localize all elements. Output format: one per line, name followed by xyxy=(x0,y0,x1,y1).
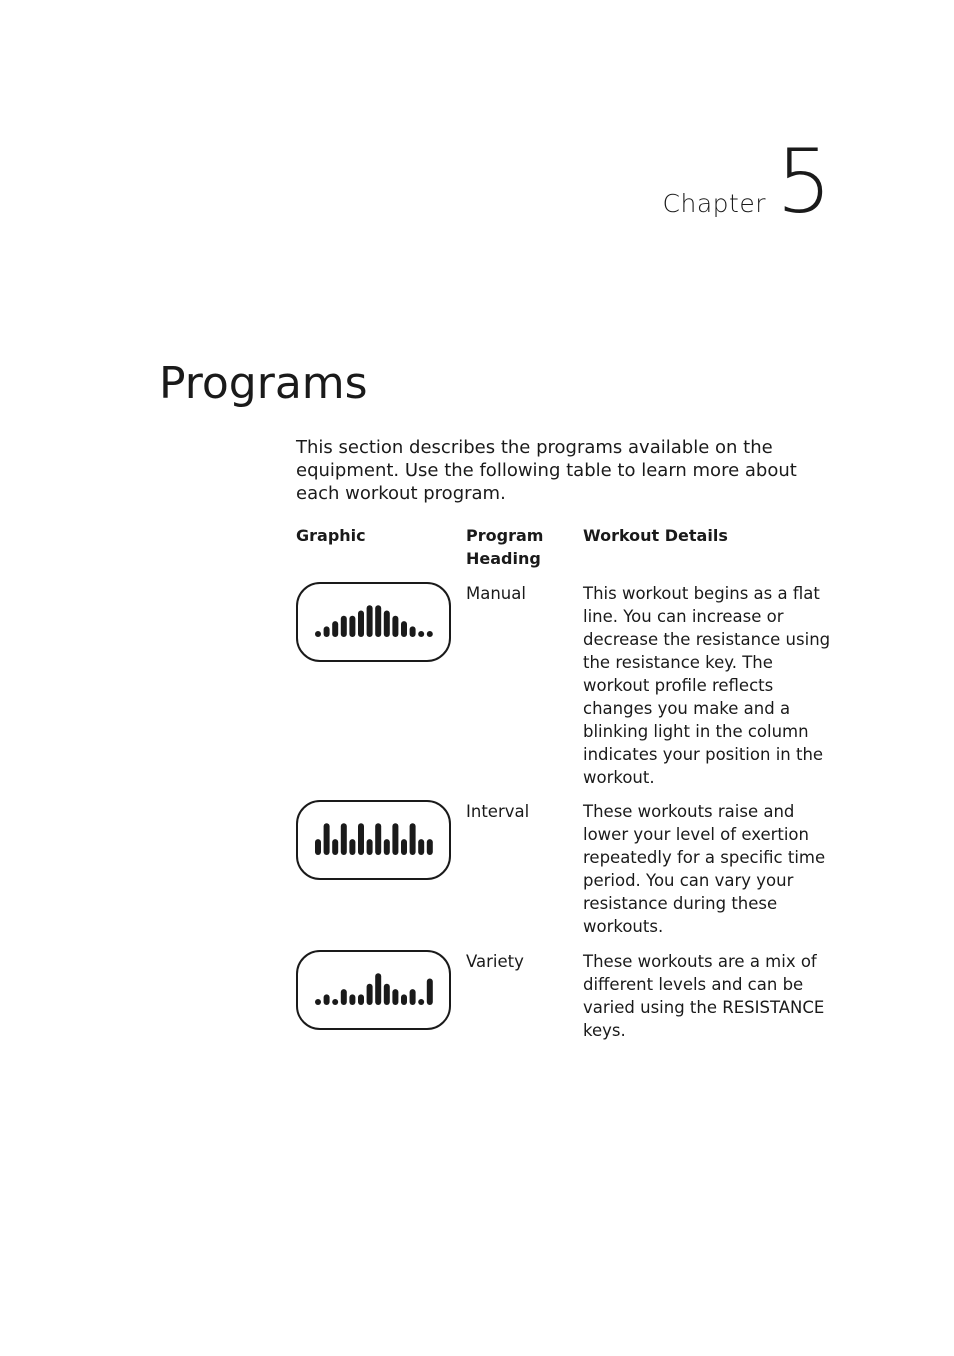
table-row xyxy=(296,950,841,1050)
profile-bar xyxy=(427,839,433,855)
profile-bar xyxy=(349,616,355,637)
profile-bar xyxy=(341,823,347,855)
profile-bar xyxy=(332,839,338,855)
table-row xyxy=(296,800,841,950)
profile-bar xyxy=(401,839,407,855)
profile-bar xyxy=(427,979,433,1006)
header-program-heading: Program Heading xyxy=(466,526,544,568)
manual-profile-graphic xyxy=(296,582,451,662)
profile-bar xyxy=(410,823,416,855)
profile-bar xyxy=(332,621,338,637)
profile-bar xyxy=(324,994,330,1005)
profile-bar xyxy=(392,616,398,637)
profile-bar xyxy=(384,984,390,1005)
profile-bar xyxy=(315,839,321,855)
profile-bar xyxy=(332,999,338,1005)
profile-bar xyxy=(410,989,416,1005)
program-details: These workouts are a mix of different levels and can be varied using the RESISTANCE keys. xyxy=(583,952,825,1040)
profile-bar xyxy=(418,631,424,637)
page-title: Programs xyxy=(159,358,368,409)
profile-bar xyxy=(358,611,364,638)
programs-table xyxy=(296,524,841,1050)
profile-bar xyxy=(384,839,390,855)
program-details: These workouts raise and lower your level of exertion repeatedly for a specific time period. You can vary your resistance during these workouts. xyxy=(583,802,826,936)
profile-bar xyxy=(401,994,407,1005)
profile-bar xyxy=(324,823,330,855)
profile-bar xyxy=(358,823,364,855)
profile-bar xyxy=(324,626,330,637)
table-row xyxy=(296,582,841,800)
variety-profile-graphic xyxy=(296,950,451,1030)
intro-paragraph: This section describes the programs available on the equipment. Use the following table to learn more about each workout program. xyxy=(296,437,797,504)
profile-bar xyxy=(358,994,364,1005)
profile-bar xyxy=(315,631,321,637)
profile-bar xyxy=(315,999,321,1005)
profile-bar xyxy=(341,616,347,637)
profile-bar xyxy=(384,611,390,638)
profile-bar xyxy=(349,839,355,855)
profile-bar xyxy=(410,626,416,637)
profile-bar xyxy=(418,839,424,855)
chapter-label: Chapter xyxy=(662,189,766,218)
profile-bar xyxy=(392,989,398,1005)
header-graphic: Graphic xyxy=(296,526,366,545)
profile-bar xyxy=(367,839,373,855)
header-workout-details: Workout Details xyxy=(583,526,728,545)
program-details: This workout begins as a flat line. You can increase or decrease the resistance using the resistance key. The workout profile reflects changes you make and a blinking light in the column indicates your position in the workout. xyxy=(583,584,831,787)
profile-bar xyxy=(401,621,407,637)
interval-profile-graphic xyxy=(296,800,451,880)
program-heading: Interval xyxy=(466,802,530,821)
program-heading: Variety xyxy=(466,952,524,971)
profile-bar xyxy=(392,823,398,855)
profile-bar xyxy=(367,605,373,637)
profile-bar xyxy=(349,994,355,1005)
profile-bar xyxy=(341,989,347,1005)
chapter-heading xyxy=(662,130,832,233)
profile-bar xyxy=(375,973,381,1005)
profile-bar xyxy=(375,605,381,637)
profile-bar xyxy=(375,823,381,855)
profile-bar xyxy=(418,999,424,1005)
table-header xyxy=(296,524,841,570)
program-heading: Manual xyxy=(466,584,526,603)
profile-bar xyxy=(427,631,433,637)
chapter-number: 5 xyxy=(776,130,832,233)
profile-bar xyxy=(367,984,373,1005)
